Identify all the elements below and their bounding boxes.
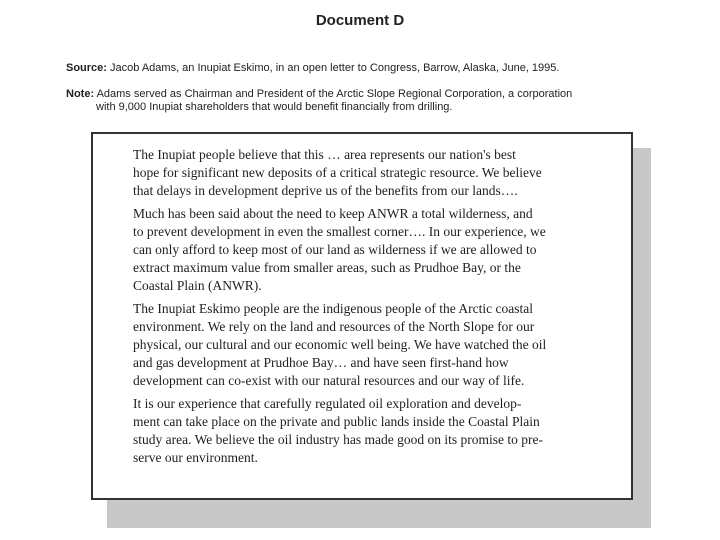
quote-line: The Inupiat Eskimo people are the indigenous people of the Arctic coastal bbox=[133, 301, 533, 316]
quote-line: extract maximum value from smaller areas, such as Prudhoe Bay, or the bbox=[133, 260, 521, 275]
quote-line: environment. We rely on the land and resources of the North Slope for our bbox=[133, 319, 535, 334]
quote-line: ment can take place on the private and public lands inside the Coastal Plain bbox=[133, 414, 540, 429]
source-line bbox=[66, 62, 559, 74]
note-label: Note: bbox=[66, 88, 95, 100]
note-block bbox=[66, 88, 572, 114]
quote-line: can only afford to keep most of our land as wilderness if we are allowed to bbox=[133, 242, 537, 257]
quote-line: hope for significant new deposits of a critical strategic resource. We believe bbox=[133, 165, 542, 180]
quote-line: serve our environment. bbox=[133, 450, 258, 465]
source-text: Jacob Adams, an Inupiat Eskimo, in an open letter to Congress, Barrow, Alaska, June, 1995. bbox=[110, 62, 560, 74]
quote-text bbox=[133, 146, 595, 472]
document-title: Document D bbox=[315, 12, 405, 29]
quote-line: that delays in development deprive us of the benefits from our lands…. bbox=[133, 183, 518, 198]
quote-line: study area. We believe the oil industry has made good on its promise to pre- bbox=[133, 432, 543, 447]
note-row-2 bbox=[66, 101, 572, 114]
quote-line: and gas development at Prudhoe Bay… and have seen first-hand how bbox=[133, 355, 509, 370]
quote-paragraph-1 bbox=[133, 146, 595, 200]
note-line-2: with 9,000 Inupiat shareholders that would benefit financially from drilling. bbox=[96, 101, 453, 113]
source-label: Source: bbox=[66, 62, 107, 74]
quote-line: The Inupiat people believe that this … area represents our nation's best bbox=[133, 147, 516, 162]
quote-line: It is our experience that carefully regulated oil exploration and develop- bbox=[133, 396, 522, 411]
quote-line: physical, our cultural and our economic well being. We have watched the oil bbox=[133, 337, 547, 352]
quote-paragraph-4 bbox=[133, 395, 595, 467]
quote-line: Coastal Plain (ANWR). bbox=[133, 278, 262, 293]
quote-paragraph-3 bbox=[133, 300, 595, 390]
note-row-1 bbox=[66, 88, 572, 101]
note-line-1: Adams served as Chairman and President of the Arctic Slope Regional Corporation, a corporation bbox=[96, 88, 573, 100]
quote-line: development can co-exist with our natural resources and our way of life. bbox=[133, 373, 525, 388]
quote-line: to prevent development in even the smallest corner…. In our experience, we bbox=[133, 224, 546, 239]
quote-line: Much has been said about the need to keep ANWR a total wilderness, and bbox=[133, 206, 533, 221]
quote-paragraph-2 bbox=[133, 205, 595, 295]
quote-box bbox=[91, 132, 633, 500]
